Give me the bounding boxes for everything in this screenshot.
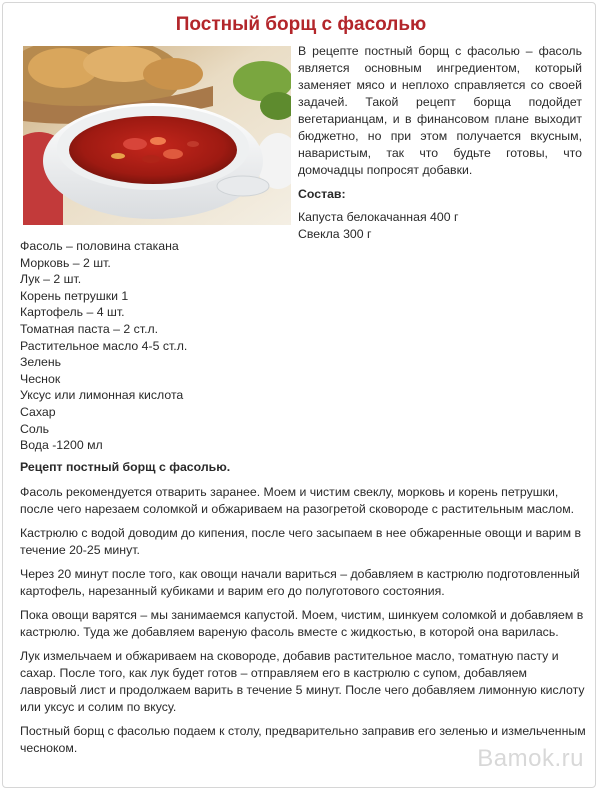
- ingredient-item: Свекла 300 г: [298, 227, 372, 241]
- ingredient-item: Картофель – 4 шт.: [20, 305, 125, 320]
- ingredient-item: Чеснок: [20, 371, 61, 386]
- recipe-step: Постный борщ с фасолью подаем к столу, предварительно заправив его зеленью и измельченным чесноком.: [20, 724, 586, 755]
- intro-paragraph: В рецепте постный борщ с фасолью – фасоль является основным ингредиентом, который заменяет мясо и неплохо справляется со своей задачей. Такой рецепт борща подойдет вегетарианцам, и в финансовом плане выходит бюджетно, но при этом получается вкусным, наваристым, так что будьте готовы, что домочадцы попросят добавки.: [298, 44, 582, 177]
- ingredient-item: Растительное масло 4-5 ст.л.: [20, 338, 188, 353]
- recipe-step: Лук измельчаем и обжариваем на сковороде, добавив растительное масло, томатную пасту и сахар. После того, как лук будет готов – отправляем его в кастрюлю с супом, добавляем лавровый лист и продолжаем варить в течение 5 минут. После чего добавляем лимонную кислоту или уксус и солим по вкусу.: [20, 649, 585, 714]
- ingredient-item: Сахар: [20, 404, 56, 419]
- ingredient-item: Капуста белокачанная 400 г: [298, 210, 459, 224]
- recipe-step: Через 20 минут после того, как овощи начали вариться – добавляем в кастрюлю подготовленный картофель, нарезанный кубиками и варим его до полуготового состояния.: [20, 567, 580, 598]
- site-watermark: Bamok.ru: [477, 745, 584, 772]
- recipe-step: Фасоль рекомендуется отварить заранее. Моем и чистим свеклу, морковь и корень петрушки, после чего нарезаем соломкой и обжариваем на разогретой сковороде с растительным маслом.: [20, 485, 575, 516]
- intro-block: [298, 43, 582, 243]
- ingredient-item: Вода -1200 мл: [20, 438, 103, 453]
- ingredient-item: Фасоль – половина стакана: [20, 239, 179, 253]
- recipe-heading: Рецепт постный борщ с фасолью.: [20, 460, 231, 474]
- ingredient-item: Лук – 2 шт.: [20, 272, 82, 287]
- ingredients-list: [20, 238, 420, 454]
- ingredient-item: Соль: [20, 421, 50, 436]
- ingredient-item: Зелень: [20, 355, 62, 370]
- ingredient-item: Томатная паста – 2 ст.л.: [20, 321, 159, 336]
- borscht-photo: [23, 46, 291, 225]
- ingredient-item: Уксус или лимонная кислота: [20, 388, 184, 403]
- recipe-step: Пока овощи варятся – мы занимаемся капустой. Моем, чистим, шинкуем соломкой и добавляем в кастрюлю. Туда же добавляем вареную фасоль вместе с жидкостью, в которой она варилась.: [20, 608, 584, 639]
- composition-heading: Состав:: [298, 187, 346, 201]
- ingredient-item: Корень петрушки 1: [20, 288, 129, 303]
- recipe-steps: [20, 459, 586, 764]
- recipe-step: Кастрюлю с водой доводим до кипения, после чего засыпаем в нее обжаренные овощи и варим в течение 20-25 минут.: [20, 526, 582, 557]
- page-title: Постный борщ с фасолью: [175, 14, 427, 35]
- ingredient-item: Морковь – 2 шт.: [20, 255, 111, 270]
